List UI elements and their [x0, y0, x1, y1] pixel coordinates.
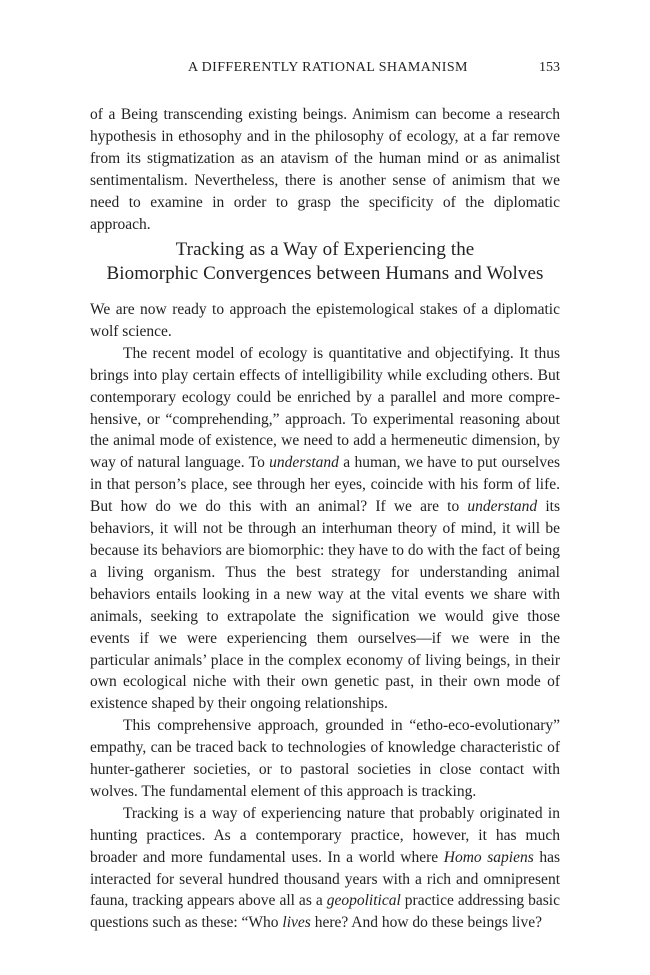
intro-text-block: [90, 104, 560, 235]
paragraph-4-text-3: practice addressing basic questions such as these: “Who: [90, 892, 560, 932]
paragraph-4-text-2: has interacted for several hundred thousand years with a rich and omnipresent fauna, tracking appears above all as a: [90, 848, 560, 910]
paragraph-2-emphasis-1: understand: [269, 454, 339, 472]
paragraph-1: We are now ready to approach the epistemological stakes of a diplomatic wolf science.: [90, 301, 560, 340]
paragraph-2-text-3: its behaviors, it will not be through an interhuman theory of mind, it will be because its behaviors are biomorphic: they have to do with the fact of being a living organism. Thus the best strategy for understanding animal behaviors entails looking in a new way at the vital events we share with animals, seeking to extrapolate the signification we would give those events if we were experiencing them ourselves—if we were in the particular animals’ place in the complex economy of living beings, in their own ecological niche with their own genetic past, in their own mode of existence shaped by their ongoing relationships.: [90, 498, 560, 713]
intro-paragraph: of a Being transcending existing beings. Animism can become a research hypothesis in ethosophy and in the philosophy of ecology, at a far remove from its stigmatization as an atavism of the human mind or as animalist sentimentalism. Nevertheless, there is another sense of animism that we need to examine in order to grasp the specificity of the diplomatic approach.: [90, 106, 560, 233]
paragraph-4-emphasis-2: geopolitical: [326, 892, 401, 910]
paragraph-4-emphasis-1: Homo sapiens: [443, 848, 534, 866]
section-heading-line-1: Tracking as a Way of Experiencing the: [175, 239, 475, 260]
paragraph-4-text-4: here? And how do these beings live?: [310, 914, 542, 932]
section-heading-line-2: Biomorphic Convergences between Humans and Wolves: [106, 263, 544, 284]
paragraph-4-emphasis-3: lives: [282, 914, 311, 932]
page-number: 153: [539, 60, 560, 75]
section-heading: [90, 238, 560, 286]
paragraph-2-text-1: The recent model of ecology is quantitative and objectifying. It thus brings into play certain effects of intelligibility while excluding others. But contemporary ecology could be enriched by a parallel and more comprehensive, or “comprehending,” approach. To experimental reasoning about the animal mode of existence, we need to add a hermeneutic dimension, by way of natural language. To: [90, 344, 560, 472]
paragraph-2-text-2: a human, we have to put ourselves in that person’s place, see through her eyes, coincide with his form of life. But how do we do this with an animal? If we are to: [90, 454, 560, 516]
running-header: [90, 60, 560, 80]
paragraph-3: This comprehensive approach, grounded in “etho-eco-evolutionary” empathy, can be traced back to technologies of knowledge characteristic of hunter-gatherer societies, or to pastoral societies in close contact with wolves. The fundamental element of this approach is tracking.: [90, 717, 560, 800]
paragraph-2: [90, 343, 560, 715]
paragraph-4-text-1: Tracking is a way of experiencing nature that probably originated in hunting practices. As a contemporary practice, however, it has much broader and more fundamental uses. In a world where: [90, 804, 560, 866]
paragraph-4: [90, 803, 560, 934]
running-title: A DIFFERENTLY RATIONAL SHAMANISM: [188, 60, 468, 75]
main-text-block: [90, 299, 560, 934]
paragraph-2-emphasis-2: understand: [467, 498, 538, 516]
